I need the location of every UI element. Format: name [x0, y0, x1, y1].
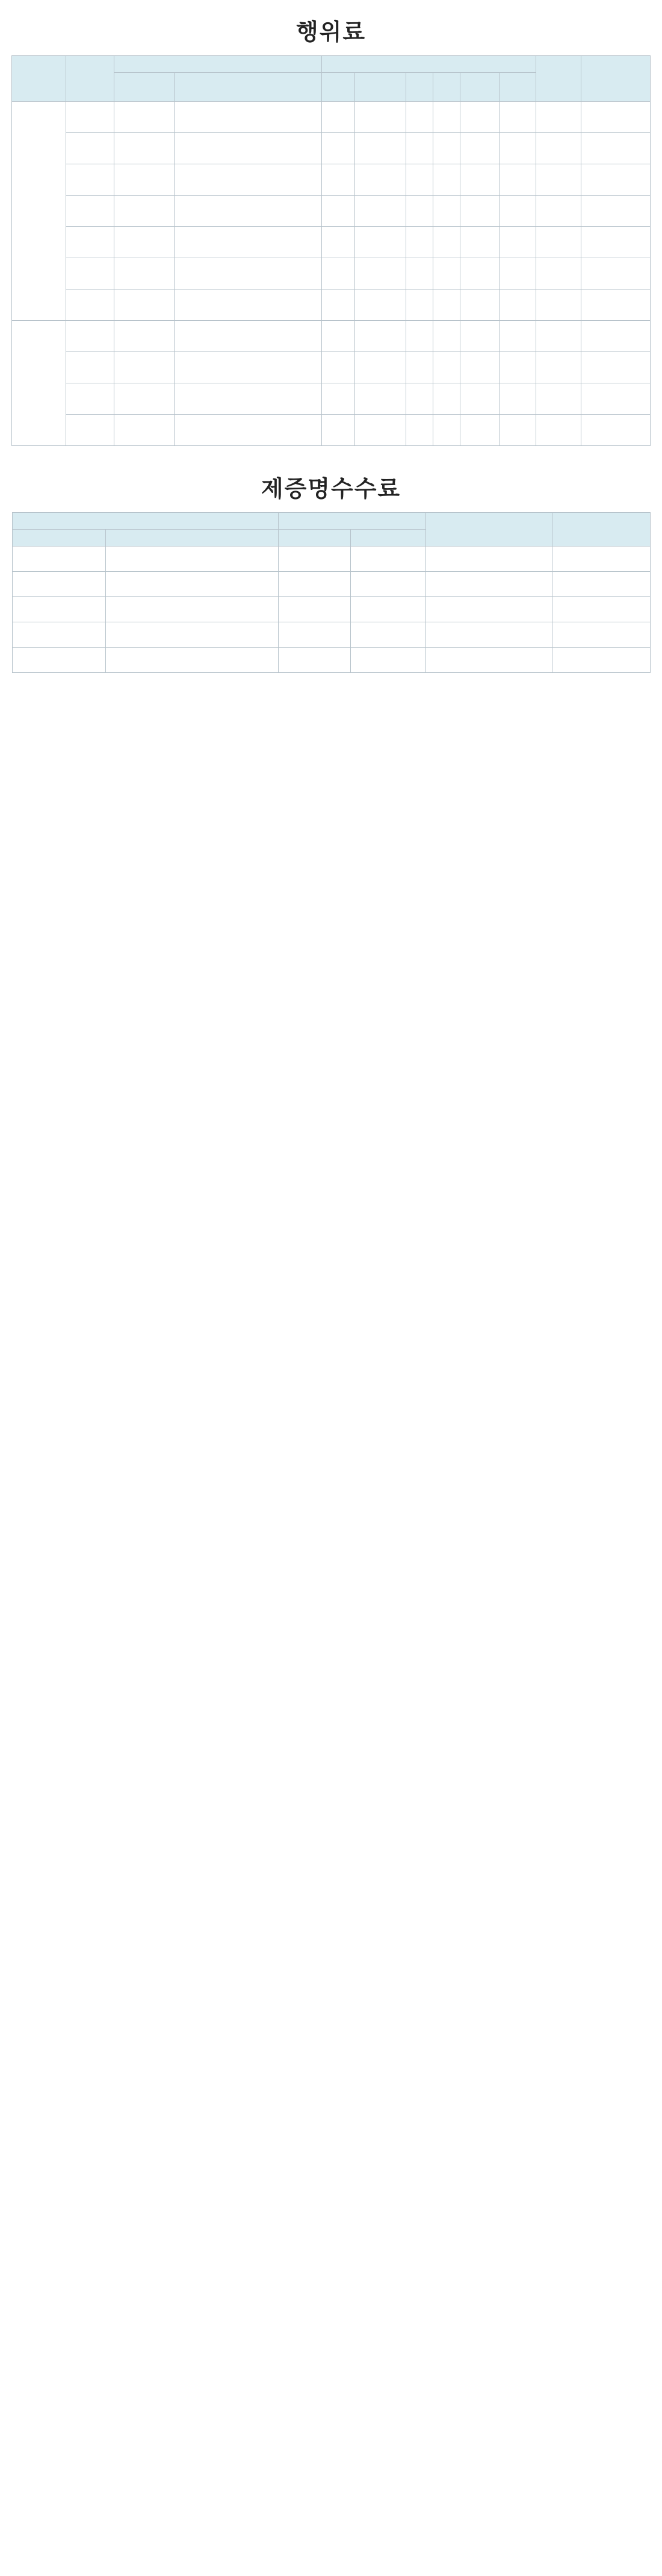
header-cell: [66, 56, 114, 102]
section-title: 제증명수수료: [261, 475, 401, 502]
header-cell: [355, 73, 406, 102]
header-cell: [12, 513, 278, 530]
header-cell: [12, 56, 66, 102]
header-cell: [278, 530, 350, 546]
certificate-table: [12, 512, 651, 673]
header-cell: [322, 56, 536, 73]
header-cell: [536, 56, 581, 102]
fee-table-body: [12, 102, 650, 446]
header-cell: [460, 73, 500, 102]
category-cell: [12, 321, 66, 446]
header-cell: [500, 73, 536, 102]
header-cell: [425, 513, 552, 546]
category-cell: [12, 102, 66, 321]
header-cell: [406, 73, 433, 102]
header-cell: [114, 73, 175, 102]
header-cell: [105, 530, 278, 546]
header-cell: [552, 513, 650, 546]
fee-table: [11, 55, 650, 446]
certificate-table-body: [12, 546, 650, 673]
header-cell: [114, 56, 322, 73]
header-cell: [278, 513, 425, 530]
header-cell: [350, 530, 425, 546]
header-cell: [581, 56, 650, 102]
header-cell: [433, 73, 460, 102]
page-title: 행위료: [295, 19, 367, 45]
header-cell: [175, 73, 322, 102]
header-cell: [12, 530, 105, 546]
header-cell: [322, 73, 355, 102]
